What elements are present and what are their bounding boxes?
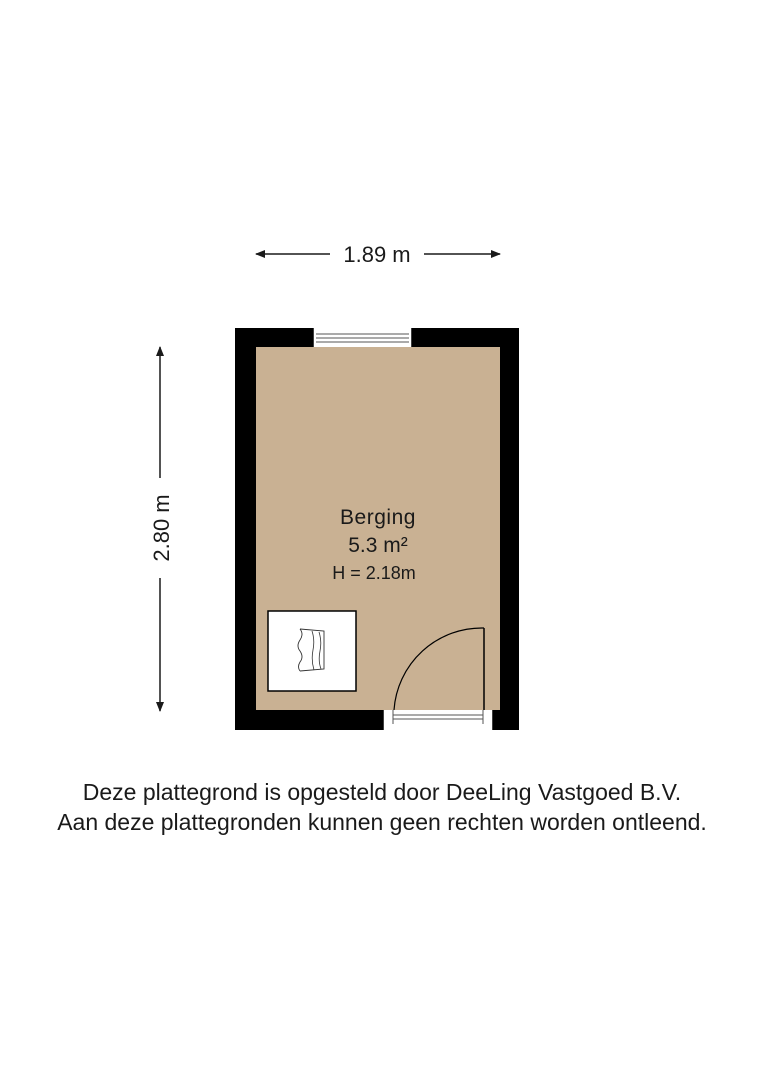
door-opening (383, 710, 493, 730)
utility-unit (268, 611, 356, 691)
room-name: Berging (340, 506, 416, 529)
height-dimension (149, 347, 174, 711)
disclaimer-line-1: Deze plattegrond is opgesteld door DeeLing Vastgoed B.V. (82, 779, 682, 805)
room-height: H = 2.18m (332, 563, 416, 583)
width-dimension-label: 1.89 m (343, 242, 411, 267)
height-dimension-label: 2.80 m (149, 494, 174, 562)
width-dimension (256, 242, 500, 267)
room-area: 5.3 m² (348, 534, 408, 557)
top-window (313, 328, 412, 347)
disclaimer-line-2: Aan deze plattegronden kunnen geen rechten worden ontleend. (57, 809, 707, 835)
